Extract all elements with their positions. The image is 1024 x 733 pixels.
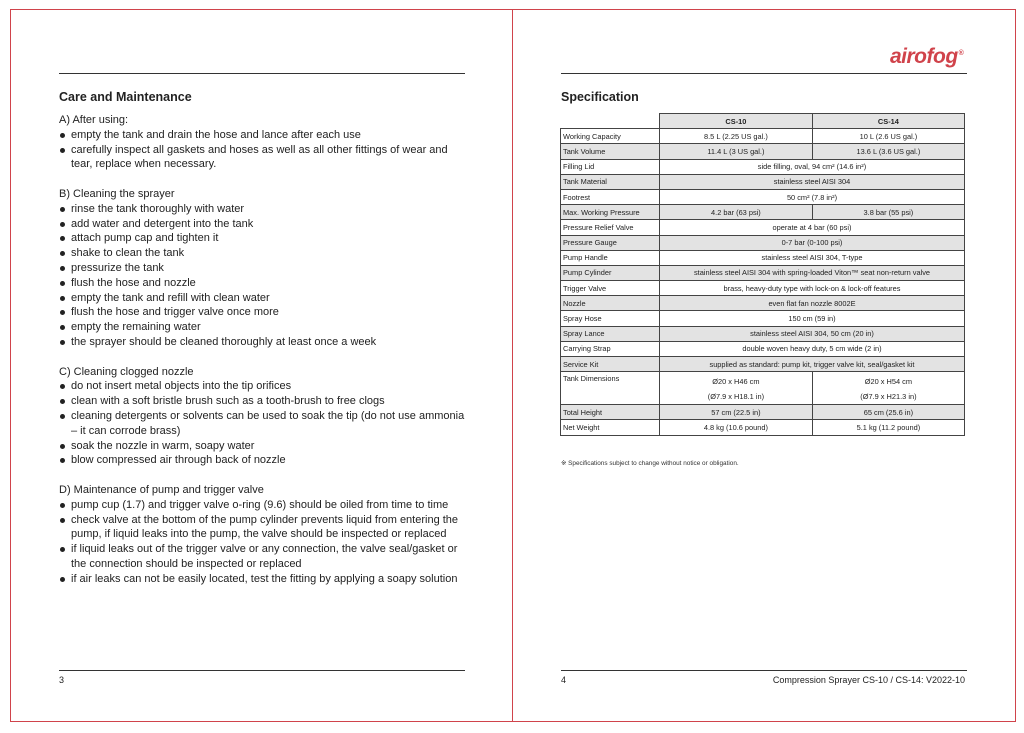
row-value-cs10: 8.5 L (2.25 US gal.) xyxy=(660,129,813,144)
table-row xyxy=(561,326,965,341)
table-row xyxy=(561,372,965,405)
row-label: Filling Lid xyxy=(561,159,660,174)
row-value-both: even flat fan nozzle 8002E xyxy=(660,296,965,311)
section-title: A) After using: xyxy=(59,114,129,126)
section-title: D) Maintenance of pump and trigger valve xyxy=(59,483,264,496)
table-row xyxy=(561,311,965,326)
row-value-cs10: 4.2 bar (63 psi) xyxy=(660,205,813,220)
table-row xyxy=(561,205,965,220)
header-blank-cell xyxy=(561,114,660,129)
list-item: carefully inspect all gaskets and hoses as well as all other fittings of wear and tear, replace when necessary. xyxy=(59,143,469,173)
maintenance-section xyxy=(59,113,469,172)
row-value-cs10: 4.8 kg (10.6 pound) xyxy=(660,420,813,435)
row-value-cs14: 5.1 kg (11.2 pound) xyxy=(812,420,964,435)
dimension-line: Ø20 x H54 cm xyxy=(864,377,913,387)
row-label: Footrest xyxy=(561,189,660,204)
top-divider xyxy=(561,73,967,74)
table-header-row xyxy=(561,114,965,129)
registered-mark: ® xyxy=(958,50,964,57)
row-value-both: operate at 4 bar (60 psi) xyxy=(660,220,965,235)
footer-title: Compression Sprayer CS-10 / CS-14: V2022-10 xyxy=(772,675,965,685)
care-maintenance-content xyxy=(59,113,469,601)
row-value-cs10: 11.4 L (3 US gal.) xyxy=(660,144,813,159)
row-value-both: 0-7 bar (0-100 psi) xyxy=(660,235,965,250)
list-item: check valve at the bottom of the pump cylinder prevents liquid from entering the pump, if liquid leaks into the pump, the valve should be inspected or replaced xyxy=(59,513,469,543)
list-item: if air leaks can not be easily located, test the fitting by applying a soapy solution xyxy=(59,572,469,587)
table-row xyxy=(561,265,965,280)
list-item: the sprayer should be cleaned thoroughly at least once a week xyxy=(59,335,469,350)
row-value-both: supplied as standard: pump kit, trigger valve kit, seal/gasket kit xyxy=(660,357,965,372)
brand-logo xyxy=(890,45,963,69)
row-label: Tank Dimensions xyxy=(561,372,660,405)
list-item: empty the remaining water xyxy=(59,320,469,335)
row-label: Spray Lance xyxy=(561,326,660,341)
bullet-list xyxy=(59,379,469,468)
table-row xyxy=(561,144,965,159)
row-value-both: stainless steel AISI 304 xyxy=(660,174,965,189)
row-value-both: double woven heavy duty, 5 cm wide (2 in) xyxy=(660,341,965,356)
list-item: empty the tank and refill with clean water xyxy=(59,291,469,306)
row-value-both: side filling, oval, 94 cm² (14.6 in²) xyxy=(660,159,965,174)
table-row xyxy=(561,357,965,372)
section-title: C) Cleaning clogged nozzle xyxy=(59,365,194,378)
row-label: Service Kit xyxy=(561,357,660,372)
page-heading: Specification xyxy=(561,90,639,104)
table-row xyxy=(561,220,965,235)
row-label: Carrying Strap xyxy=(561,341,660,356)
row-value-cs10 xyxy=(660,372,813,405)
row-label: Pressure Gauge xyxy=(561,235,660,250)
page-number: 3 xyxy=(59,675,65,685)
table-row xyxy=(561,420,965,435)
list-item: soak the nozzle in warm, soapy water xyxy=(59,439,469,454)
list-item: flush the hose and nozzle xyxy=(59,276,469,291)
list-item: do not insert metal objects into the tip orifices xyxy=(59,379,469,394)
row-label: Pump Cylinder xyxy=(561,265,660,280)
dimension-line: (Ø7.9 x H21.3 in) xyxy=(860,392,917,402)
list-item: clean with a soft bristle brush such as a tooth-brush to free clogs xyxy=(59,394,469,409)
table-row xyxy=(561,189,965,204)
maintenance-section xyxy=(59,365,469,469)
list-item: flush the hose and trigger valve once more xyxy=(59,305,469,320)
list-item: pressurize the tank xyxy=(59,261,469,276)
row-value-both: stainless steel AISI 304 with spring-loaded Viton™ seat non-return valve xyxy=(660,265,965,280)
row-value-cs14 xyxy=(812,372,964,405)
table-row xyxy=(561,235,965,250)
row-label: Net Weight xyxy=(561,420,660,435)
row-label: Tank Material xyxy=(561,174,660,189)
row-value-cs10: 57 cm (22.5 in) xyxy=(660,405,813,420)
list-item: shake to clean the tank xyxy=(59,246,469,261)
row-value-cs14: 3.8 bar (55 psi) xyxy=(812,205,964,220)
list-item: cleaning detergents or solvents can be used to soak the tip (do not use ammonia – it can corrode brass) xyxy=(59,409,469,439)
specification-table xyxy=(560,113,965,436)
top-divider xyxy=(59,73,465,74)
row-label: Total Height xyxy=(561,405,660,420)
maintenance-section xyxy=(59,483,469,587)
row-value-both: stainless steel AISI 304, T-type xyxy=(660,250,965,265)
page-heading: Care and Maintenance xyxy=(59,90,192,104)
row-value-cs14: 10 L (2.6 US gal.) xyxy=(812,129,964,144)
table-row xyxy=(561,405,965,420)
row-label: Spray Hose xyxy=(561,311,660,326)
dimension-line: Ø20 x H46 cm xyxy=(712,377,760,387)
row-value-both: brass, heavy-duty type with lock-on & lock-off features xyxy=(660,281,965,296)
list-item: if liquid leaks out of the trigger valve or any connection, the valve seal/gasket or the connection should be inspected or replaced xyxy=(59,542,469,572)
row-label: Pump Handle xyxy=(561,250,660,265)
left-page xyxy=(10,9,513,722)
list-item: blow compressed air through back of nozzle xyxy=(59,453,469,468)
bottom-divider xyxy=(561,670,967,671)
row-label: Working Capacity xyxy=(561,129,660,144)
row-value-both: 50 cm² (7.8 in²) xyxy=(660,189,965,204)
section-title: B) Cleaning the sprayer xyxy=(59,187,175,200)
row-value-cs14: 65 cm (25.6 in) xyxy=(812,405,964,420)
bottom-divider xyxy=(59,670,465,671)
dimension-line: (Ø7.9 x H18.1 in) xyxy=(707,392,765,402)
table-row xyxy=(561,174,965,189)
bullet-list xyxy=(59,498,469,587)
list-item: empty the tank and drain the hose and lance after each use xyxy=(59,128,469,143)
bullet-list xyxy=(59,202,469,350)
table-row xyxy=(561,250,965,265)
spec-note: ※ Specifications subject to change without notice or obligation. xyxy=(561,460,739,467)
row-label: Max. Working Pressure xyxy=(561,205,660,220)
logo-text: airofog xyxy=(890,45,958,68)
row-value-cs14: 13.6 L (3.6 US gal.) xyxy=(812,144,964,159)
row-label: Nozzle xyxy=(561,296,660,311)
page-number: 4 xyxy=(561,675,567,685)
list-item: add water and detergent into the tank xyxy=(59,217,469,232)
row-label: Pressure Relief Valve xyxy=(561,220,660,235)
table-row xyxy=(561,129,965,144)
table-row xyxy=(561,341,965,356)
header-cs14: CS-14 xyxy=(812,114,964,129)
table-row xyxy=(561,281,965,296)
maintenance-section xyxy=(59,187,469,350)
row-value-both: stainless steel AISI 304, 50 cm (20 in) xyxy=(660,326,965,341)
bullet-list xyxy=(59,128,469,172)
header-cs10: CS-10 xyxy=(660,114,813,129)
row-value-both: 150 cm (59 in) xyxy=(660,311,965,326)
row-label: Trigger Valve xyxy=(561,281,660,296)
list-item: pump cup (1.7) and trigger valve o-ring (9.6) should be oiled from time to time xyxy=(59,498,469,513)
list-item: attach pump cap and tighten it xyxy=(59,231,469,246)
list-item: rinse the tank thoroughly with water xyxy=(59,202,469,217)
table-row xyxy=(561,296,965,311)
table-row xyxy=(561,159,965,174)
row-label: Tank Volume xyxy=(561,144,660,159)
right-page xyxy=(512,9,1016,722)
